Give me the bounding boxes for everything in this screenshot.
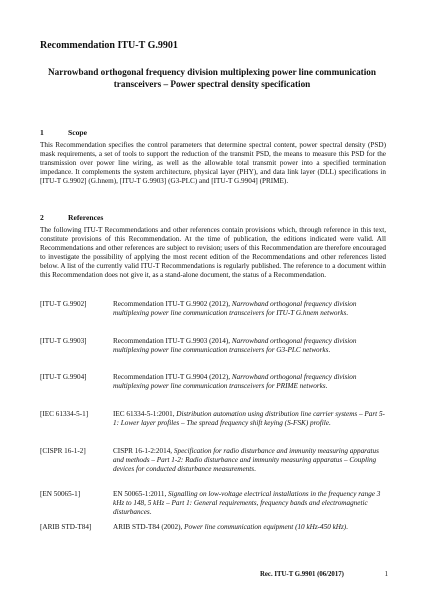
footer-recommendation: Rec. ITU-T G.9901 (06/2017) (260, 571, 344, 578)
section-heading-scope (40, 128, 87, 137)
page-number: 1 (384, 571, 388, 578)
section-title: Scope (68, 128, 87, 137)
reference-text: ARIB STD-T84 (2002), Power line communication equipment (10 kHz-450 kHz). (113, 523, 348, 531)
reference-key: [ITU-T G.9903] (40, 337, 87, 345)
reference-key: [ITU-T G.9902] (40, 300, 87, 308)
reference-key: [CISPR 16-1-2] (40, 447, 86, 455)
page-footer (260, 571, 388, 578)
reference-text: IEC 61334-5-1:2001, Distribution automation using distribution line carrier systems – Part 5-1: Lower layer profiles – The spread frequency shift keying (S-FSK) profile. (113, 410, 385, 428)
reference-key: [ARIB STD-T84] (40, 523, 92, 531)
section-heading-references (40, 213, 103, 222)
reference-text: Recommendation ITU-T G.9903 (2014), Narrowband orthogonal frequency division multiplexing power line communication transceivers for G3-PLC networks. (113, 337, 357, 355)
document-title: Narrowband orthogonal frequency division multiplexing power line communication transceivers – Power spectral density specification (48, 67, 376, 89)
recommendation-label: Recommendation ITU-T G.9901 (40, 40, 178, 51)
reference-key: [EN 50065-1] (40, 490, 81, 498)
reference-text: Recommendation ITU-T G.9902 (2012), Narrowband orthogonal frequency division multiplexing power line communication transceivers for ITU-T G.hnem networks. (113, 300, 357, 318)
reference-key: [IEC 61334-5-1] (40, 410, 89, 418)
section-title: References (68, 213, 104, 222)
section-number: 2 (40, 213, 44, 222)
reference-text: EN 50065-1:2011, Signalling on low-voltage electrical installations in the frequency range 3 kHz to 148, 5 kHz – Part 1: General requirements, frequency bands and electromagnetic disturbances. (113, 490, 381, 517)
scope-paragraph: This Recommendation specifies the control parameters that determine spectral content, power spectral density (PSD) mask requirements, a set of tools to support the reduction of the transmit PSD, the means to measure this PSD for the transmission over power line wiring, as well as the allowable total transmit power into a specified termination impedance. It complements the system architecture, physical layer (PHY), and data link layer (DLL) specifications in [ITU-T G.9902] (G.hnem), [ITU-T G.9903] (G3-PLC) and [ITU-T G.9904] (PRIME). (40, 141, 386, 186)
reference-text: CISPR 16-1-2:2014, Specification for radio disturbance and immunity measuring apparatus and methods – Part 1-2: Radio disturbance and immunity measuring apparatus – Coupling devices for conducted disturbance measurements. (113, 447, 379, 474)
reference-key: [ITU-T G.9904] (40, 373, 87, 381)
section-number: 1 (40, 128, 44, 137)
references-paragraph: The following ITU-T Recommendations and other references contain provisions which, through reference in this text, constitute provisions of this Recommendation. At the time of publication, the editions indicated were valid. All Recommendations and other references are subject to revision; users of this Recommendation are therefore encouraged to investigate the possibility of applying the most recent edition of the Recommendations and other references listed below. A list of the currently valid ITU-T Recommendations is regularly published. The reference to a document within this Recommendation does not give it, as a stand-alone document, the status of a Recommendation. (40, 226, 386, 280)
reference-text: Recommendation ITU-T G.9904 (2012), Narrowband orthogonal frequency division multiplexing power line communication transceivers for PRIME networks. (113, 373, 357, 391)
